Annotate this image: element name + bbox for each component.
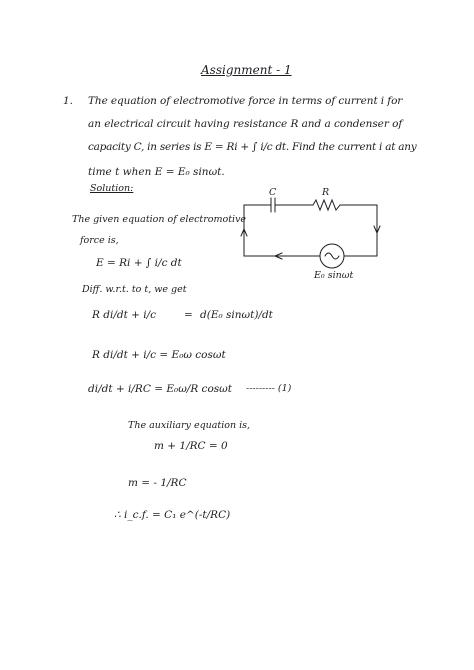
question-line-1: The equation of electromotive force in terms of current i for	[88, 95, 403, 107]
equation-2-equals: =	[184, 309, 193, 321]
equation-4-tag: --------- (1)	[246, 383, 292, 394]
solution-intro-line-1: The given equation of electromotive	[72, 214, 247, 225]
auxiliary-root: m = - 1/RC	[128, 477, 187, 489]
differentiation-note: Diff. w.r.t. to t, we get	[82, 284, 187, 295]
auxiliary-equation: m + 1/RC = 0	[154, 440, 228, 452]
question-number: 1.	[63, 95, 74, 107]
equation-3: R di/dt + i/c = E₀ω cosωt	[92, 349, 226, 361]
capacitor-label: C	[269, 187, 277, 198]
resistor-label: R	[322, 187, 330, 198]
question-line-3: capacity C, in series is E = Ri + ∫ i/c dt. Find the current i at any	[88, 141, 417, 153]
equation-2-lhs: R di/dt + i/c	[92, 309, 157, 321]
equation-2-rhs: d(E₀ sinωt)/dt	[200, 309, 273, 321]
complementary-function: ∴ i_c.f. = C₁ e^(-t/RC)	[114, 509, 231, 521]
solution-heading: Solution:	[90, 183, 134, 194]
ac-source-wave	[325, 253, 339, 259]
page-title: Assignment - 1	[201, 63, 292, 77]
solution-intro-line-2: force is,	[80, 235, 119, 246]
question-line-2: an electrical circuit having resistance R and a condenser of	[88, 118, 403, 130]
source-label: E₀ sinωt	[314, 270, 354, 281]
equation-1: E = Ri + ∫ i/c dt	[96, 257, 182, 269]
equation-4: di/dt + i/RC = E₀ω/R cosωt	[88, 383, 232, 395]
resistor-symbol	[313, 200, 340, 210]
question-line-4: time t when E = E₀ sinωt.	[88, 166, 225, 178]
auxiliary-heading: The auxiliary equation is,	[128, 420, 251, 431]
